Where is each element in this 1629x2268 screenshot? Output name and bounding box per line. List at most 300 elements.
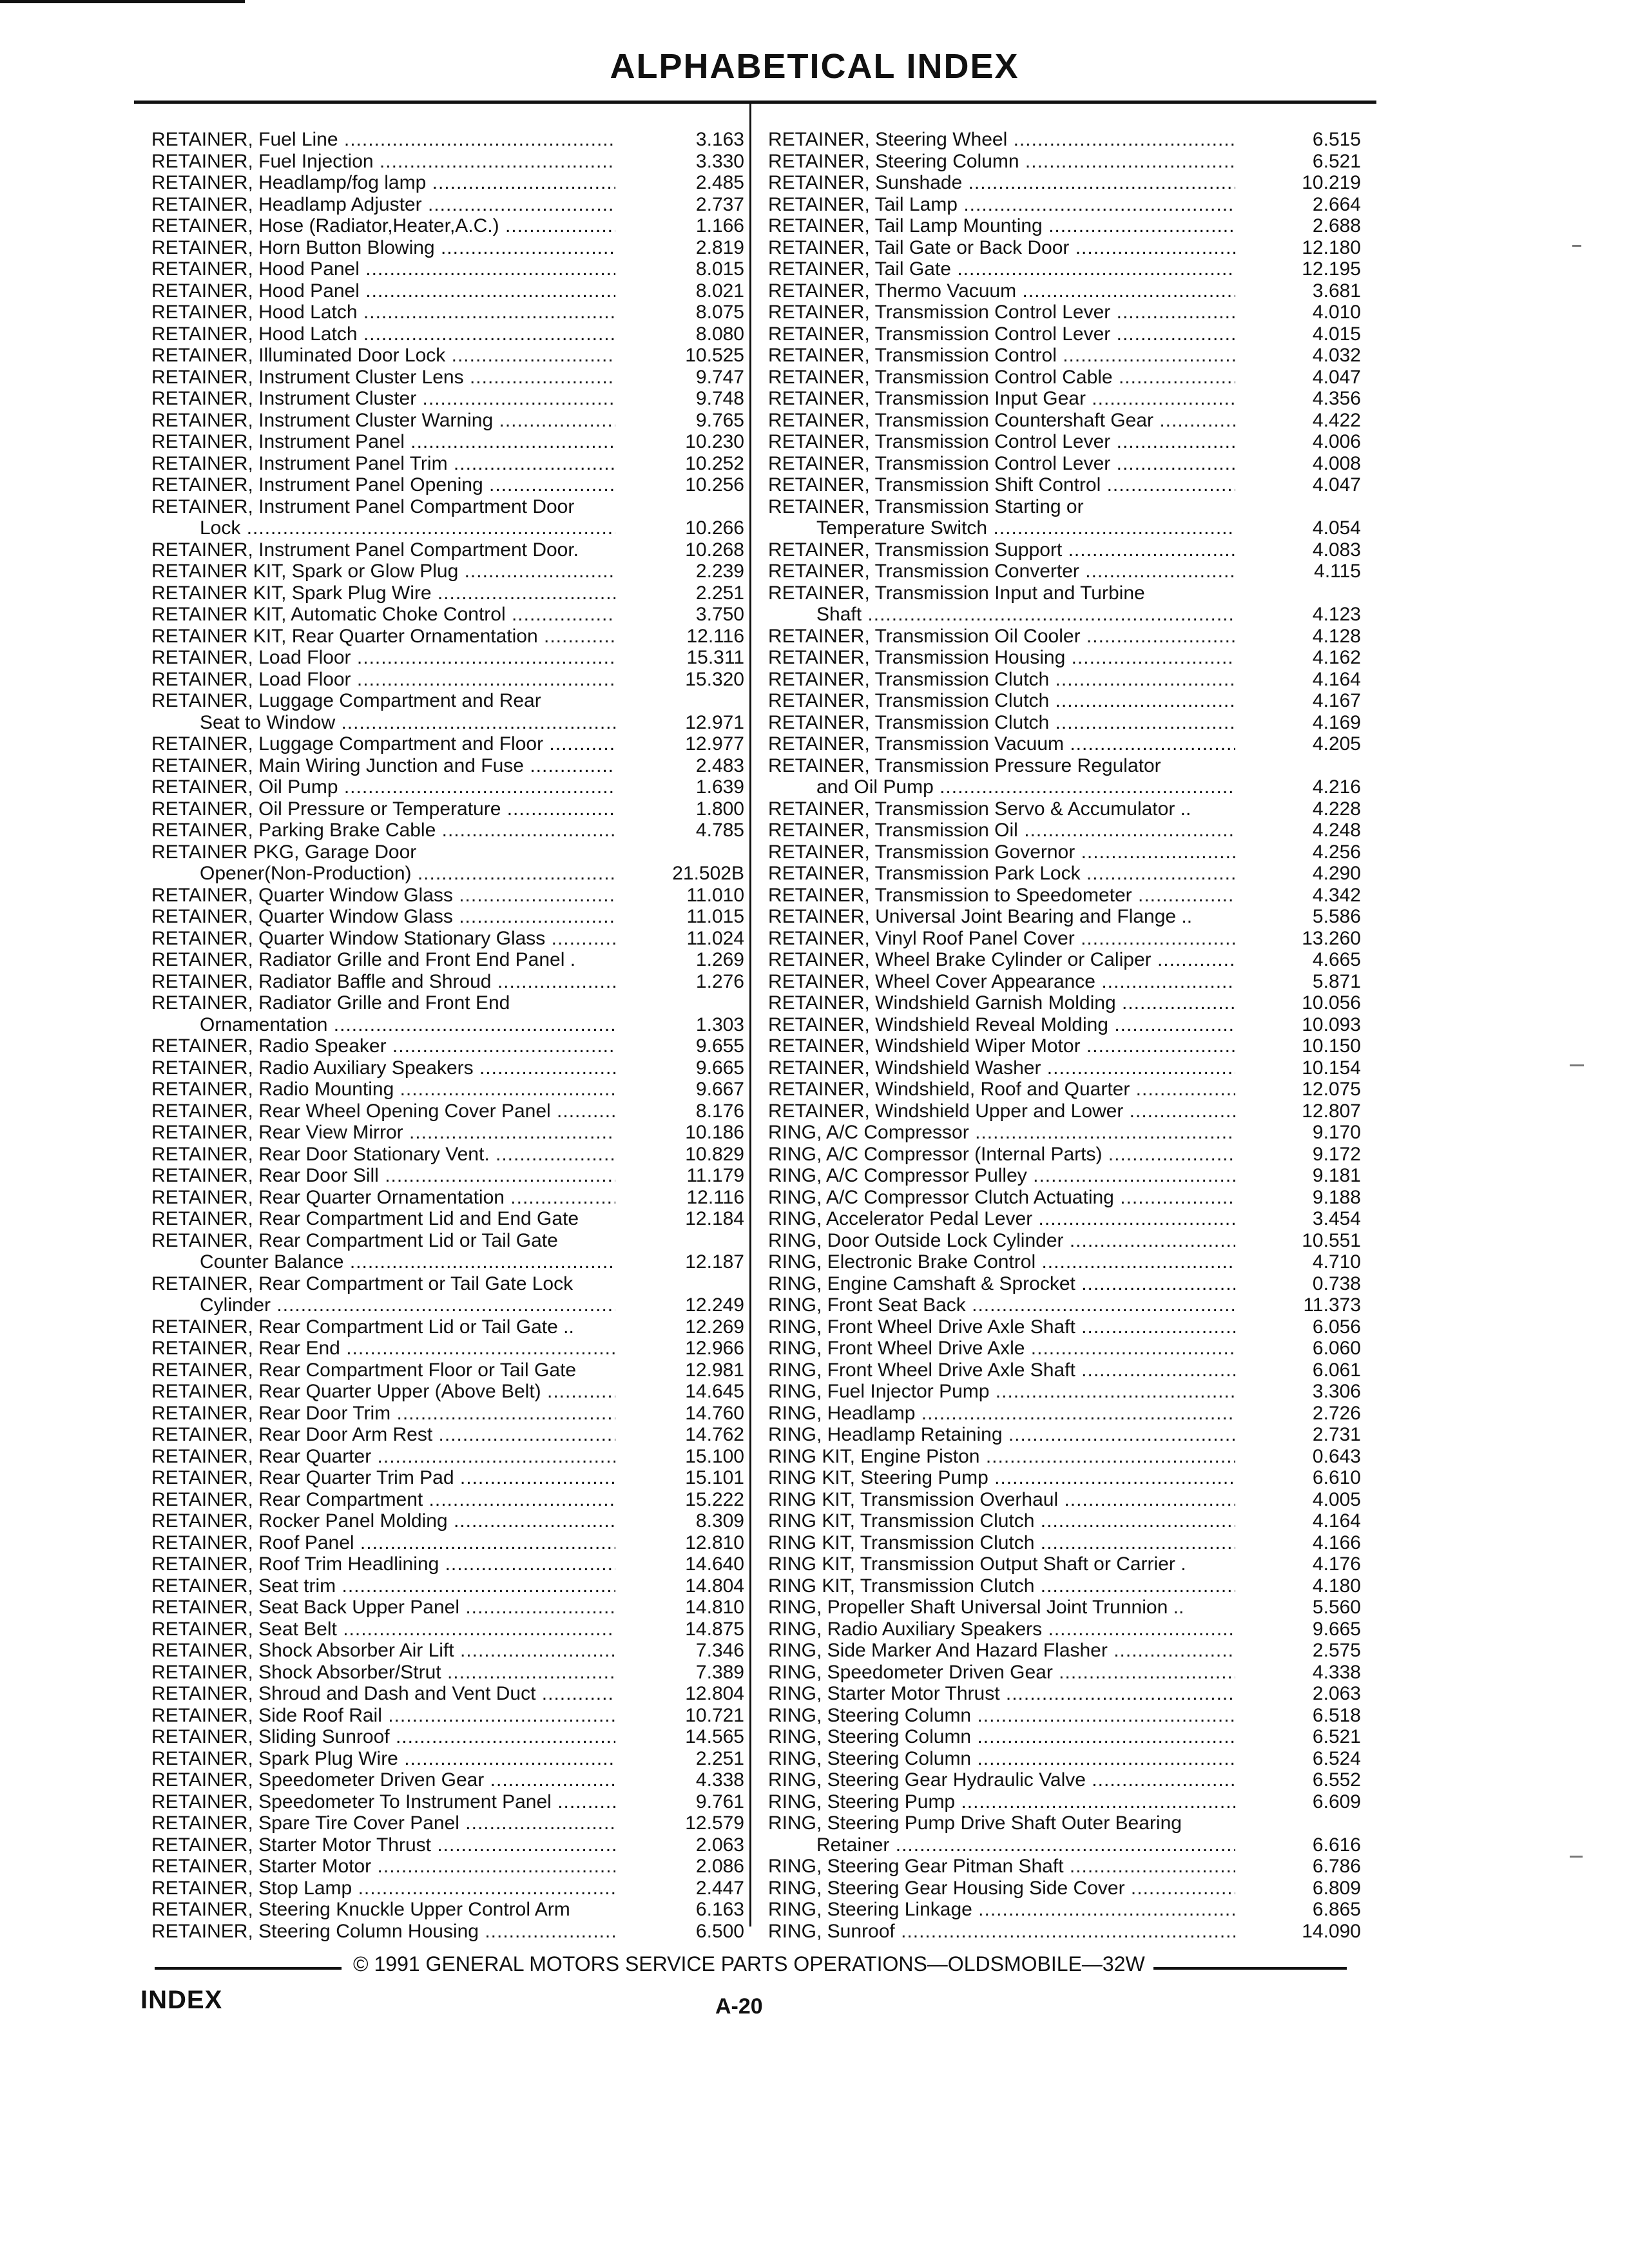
index-entry-page: 4.338	[1312, 1661, 1361, 1683]
index-entry	[768, 1769, 1361, 1791]
index-entry	[151, 194, 744, 216]
index-entry-text: RETAINER, Transmission Support .....	[768, 539, 1235, 561]
index-entry-page: 9.761	[695, 1791, 744, 1812]
index-entry-text: RING, Engine Camshaft & Sprocket .....	[768, 1273, 1235, 1295]
index-entry	[151, 1769, 744, 1791]
index-entry	[768, 172, 1361, 194]
index-entry-page: 2.063	[695, 1834, 744, 1856]
index-entry	[768, 453, 1361, 475]
index-entry-page: 1.303	[695, 1014, 744, 1035]
index-entry-page: 14.090	[1302, 1920, 1361, 1942]
index-entry-text: RETAINER, Rear Quarter Trim Pad .....	[151, 1467, 615, 1489]
index-entry	[151, 755, 744, 777]
index-entry-text: RETAINER, Oil Pressure or Temperature .....	[151, 798, 615, 820]
index-entry-page: 0.738	[1312, 1273, 1361, 1294]
index-entry-page: 12.249	[685, 1294, 744, 1316]
index-entry-page: 2.664	[1312, 193, 1361, 215]
index-entry	[151, 237, 744, 259]
index-entry	[151, 151, 744, 173]
index-entry-page: 14.565	[685, 1726, 744, 1747]
index-entry-page: 8.015	[695, 258, 744, 280]
index-entry	[151, 1251, 744, 1273]
scan-mark	[1572, 245, 1581, 247]
index-entry	[768, 776, 1361, 798]
index-entry	[768, 1878, 1361, 1899]
index-entry-text: RETAINER, Shroud and Dash and Vent Duct .....	[151, 1683, 615, 1705]
index-entry-text: RETAINER, Transmission Converter .....	[768, 561, 1235, 582]
index-entry-page: 4.422	[1312, 409, 1361, 431]
index-entry-page: 13.260	[1302, 927, 1361, 949]
index-entry-page: 4.290	[1312, 863, 1361, 884]
index-entry-text: RING, A/C Compressor .....	[768, 1122, 1235, 1144]
index-entry-text: RING KIT, Transmission Output Shaft or Carrier .	[768, 1553, 1186, 1575]
index-entry-text: RING, Steering Gear Pitman Shaft .....	[768, 1856, 1235, 1878]
index-entry	[151, 410, 744, 432]
index-entry-text: RETAINER, Windshield Wiper Motor .....	[768, 1035, 1235, 1057]
index-entry-text: RETAINER, Roof Panel .....	[151, 1532, 615, 1554]
index-entry-text: RETAINER, Instrument Cluster .....	[151, 388, 615, 410]
index-entry-page: 9.747	[695, 366, 744, 388]
index-entry	[151, 215, 744, 237]
index-entry	[151, 323, 744, 345]
index-entry	[768, 1446, 1361, 1468]
index-entry-page: 6.060	[1312, 1338, 1361, 1359]
index-entry-text: Cylinder .....	[151, 1294, 615, 1316]
index-entry-page: 2.086	[695, 1856, 744, 1877]
index-entry-text: RING, Side Marker And Hazard Flasher .....	[768, 1640, 1235, 1662]
index-entry	[768, 302, 1361, 323]
index-entry-page: 4.167	[1312, 690, 1361, 711]
index-entry-page: 6.865	[1312, 1899, 1361, 1920]
index-entry-text: RETAINER, Thermo Vacuum .....	[768, 280, 1235, 302]
index-entry	[768, 928, 1361, 950]
index-entry-text: RETAINER, Oil Pump .....	[151, 776, 615, 798]
index-entry-text: RETAINER, Instrument Cluster Warning .....	[151, 410, 615, 432]
index-entry-page: 12.971	[685, 711, 744, 733]
index-entry	[151, 1424, 744, 1446]
index-entry-page: 10.829	[685, 1143, 744, 1165]
index-entry-page: 15.222	[685, 1488, 744, 1510]
index-entry	[768, 1122, 1361, 1144]
index-entry-page: 12.180	[1302, 236, 1361, 258]
index-entry-page: 1.800	[695, 798, 744, 820]
index-entry-text: RETAINER, Instrument Panel .....	[151, 431, 615, 453]
index-entry	[768, 798, 1361, 820]
index-entry-page: 10.268	[685, 539, 744, 561]
index-entry-text: RING KIT, Steering Pump .....	[768, 1467, 1235, 1489]
footer-copyright: © 1991 GENERAL MOTORS SERVICE PARTS OPERATIONS—OLDSMOBILE—32W	[353, 1952, 1145, 1975]
index-entry	[151, 604, 744, 626]
index-entry-page: 8.075	[695, 302, 744, 323]
index-entry-page: 10.252	[685, 452, 744, 474]
index-entry-page: 9.655	[695, 1035, 744, 1057]
index-entry-page: 6.518	[1312, 1704, 1361, 1726]
index-entry	[151, 647, 744, 669]
index-entry-page: 4.054	[1312, 517, 1361, 539]
index-entry-page: 2.575	[1312, 1640, 1361, 1661]
index-entry	[768, 647, 1361, 669]
index-entry	[768, 949, 1361, 971]
index-entry-page: 15.101	[685, 1467, 744, 1488]
index-entry	[151, 992, 744, 1014]
index-entry-page: 14.810	[685, 1597, 744, 1618]
index-entry-text: RETAINER, Windshield Upper and Lower .....	[768, 1100, 1235, 1122]
index-entry-page: 8.176	[695, 1100, 744, 1122]
index-entry-page: 2.483	[695, 754, 744, 776]
index-entry-text: RETAINER KIT, Rear Quarter Ornamentation .....	[151, 626, 615, 648]
index-entry-text: RETAINER, Universal Joint Bearing and Flange ..	[768, 906, 1193, 927]
index-entry	[768, 1360, 1361, 1381]
index-entry-page: 4.015	[1312, 323, 1361, 345]
index-entry-page: 11.024	[686, 927, 744, 949]
index-entry-text: RETAINER, Radiator Grille and Front End	[151, 992, 510, 1014]
index-entry-page: 12.810	[685, 1532, 744, 1553]
index-entry-page: 0.643	[1312, 1445, 1361, 1467]
index-entry	[151, 733, 744, 755]
index-entry-page: 6.500	[695, 1920, 744, 1942]
index-entry-page: 4.008	[1312, 452, 1361, 474]
index-entry-text: RETAINER, Steering Column .....	[768, 151, 1235, 173]
index-entry	[768, 820, 1361, 841]
index-entry-text: RETAINER, Radio Speaker .....	[151, 1035, 615, 1057]
index-entry	[768, 1619, 1361, 1640]
index-column-right	[768, 129, 1361, 1942]
index-entry-text: RING KIT, Engine Piston .....	[768, 1446, 1235, 1468]
index-entry-text: RETAINER, Side Roof Rail .....	[151, 1705, 615, 1727]
index-entry	[151, 1878, 744, 1899]
index-entry-text: RETAINER, Rear Compartment Lid or Tail Gate	[151, 1229, 558, 1251]
index-entry	[151, 1597, 744, 1619]
index-entry-text: RETAINER, Rear Compartment Lid and End Gate	[151, 1208, 579, 1229]
index-entry-text: RING, A/C Compressor (Internal Parts) .....	[768, 1144, 1235, 1166]
index-entry-page: 14.804	[685, 1575, 744, 1597]
index-entry-text: RETAINER, Sunshade .....	[768, 172, 1235, 194]
index-entry-text: RETAINER, Tail Lamp .....	[768, 194, 1235, 216]
index-entry-text: RETAINER, Vinyl Roof Panel Cover .....	[768, 928, 1235, 950]
index-entry	[151, 928, 744, 950]
index-entry-text: RETAINER, Radiator Baffle and Shroud .....	[151, 971, 615, 993]
index-entry-page: 9.665	[1312, 1618, 1361, 1640]
index-entry	[768, 1553, 1361, 1575]
column-divider	[749, 103, 751, 1927]
index-entry-text: Temperature Switch .....	[768, 517, 1235, 539]
index-entry-page: 6.610	[1312, 1467, 1361, 1488]
index-entry	[768, 1187, 1361, 1209]
index-entry-text: RETAINER, Transmission Control Lever .....	[768, 302, 1235, 323]
scan-mark	[1570, 1856, 1583, 1858]
index-entry-text: Opener(Non-Production) .....	[151, 863, 615, 885]
index-entry-page: 14.875	[685, 1618, 744, 1640]
index-entry-text: RETAINER, Steering Column Housing .....	[151, 1921, 615, 1943]
index-entry	[768, 280, 1361, 302]
index-entry-text: RETAINER, Transmission Oil .....	[768, 820, 1235, 841]
index-entry-page: 4.128	[1312, 625, 1361, 647]
index-entry	[151, 129, 744, 151]
index-entry-page: 6.524	[1312, 1747, 1361, 1769]
index-entry-page: 12.977	[685, 733, 744, 754]
index-entry	[151, 496, 744, 518]
index-entry-page: 4.665	[1312, 949, 1361, 970]
index-entry	[151, 1446, 744, 1468]
index-entry-page: 4.256	[1312, 841, 1361, 863]
index-entry	[151, 1144, 744, 1166]
index-entry	[768, 1921, 1361, 1943]
index-entry-page: 4.047	[1312, 474, 1361, 495]
index-entry	[151, 1553, 744, 1575]
index-entry	[768, 1705, 1361, 1727]
index-entry-page: 3.306	[1312, 1381, 1361, 1402]
index-entry-page: 9.765	[695, 409, 744, 431]
index-entry-text: RING, Steering Column .....	[768, 1705, 1235, 1727]
index-entry-page: 1.276	[695, 970, 744, 992]
index-entry-page: 4.162	[1312, 647, 1361, 668]
index-entry	[151, 1122, 744, 1144]
index-entry	[768, 712, 1361, 734]
index-entry-text: RETAINER, Wheel Cover Appearance .....	[768, 971, 1235, 993]
index-entry-page: 21.502B	[672, 863, 744, 884]
index-entry-page: 12.075	[1302, 1079, 1361, 1100]
index-entry-page: 12.579	[685, 1812, 744, 1834]
index-entry-page: 6.609	[1312, 1791, 1361, 1812]
index-entry-text: RING, Front Wheel Drive Axle .....	[768, 1338, 1235, 1360]
index-entry	[151, 1360, 744, 1381]
index-entry-text: RETAINER, Windshield Garnish Molding .....	[768, 992, 1235, 1014]
index-entry	[768, 194, 1361, 216]
index-entry-text: RETAINER, Rear Quarter Upper (Above Belt) .....	[151, 1381, 615, 1403]
index-entry	[151, 367, 744, 389]
index-entry-page: 2.447	[695, 1877, 744, 1899]
index-entry-text: RETAINER, Transmission Input Gear .....	[768, 388, 1235, 410]
index-entry-page: 4.164	[1312, 1510, 1361, 1532]
index-entry	[151, 258, 744, 280]
index-entry-page: 12.981	[685, 1359, 744, 1381]
index-entry-page: 5.871	[1312, 970, 1361, 992]
index-entry-page: 10.219	[1302, 172, 1361, 193]
index-entry	[151, 1187, 744, 1209]
index-entry-page: 2.731	[1312, 1424, 1361, 1445]
index-entry-text: RETAINER, Wheel Brake Cylinder or Caliper .....	[768, 949, 1235, 971]
index-entry-text: RETAINER, Transmission Control Lever .....	[768, 323, 1235, 345]
index-entry-page: 15.100	[685, 1445, 744, 1467]
index-entry	[768, 367, 1361, 389]
index-entry-text: RETAINER, Rear Door Stationary Vent. .....	[151, 1144, 615, 1166]
index-entry	[768, 517, 1361, 539]
index-entry	[768, 1662, 1361, 1684]
index-entry	[768, 669, 1361, 691]
index-entry-page: 12.184	[685, 1208, 744, 1229]
index-entry-page: 2.063	[1312, 1683, 1361, 1704]
index-entry-page: 4.166	[1312, 1532, 1361, 1553]
index-entry-page: 8.021	[695, 280, 744, 302]
page-title: ALPHABETICAL INDEX	[610, 47, 1019, 86]
index-entry-text: RETAINER, Transmission Park Lock .....	[768, 863, 1235, 885]
index-entry	[151, 1510, 744, 1532]
index-entry-text: RETAINER, Quarter Window Glass .....	[151, 885, 615, 907]
index-entry-text: RETAINER, Steering Wheel .....	[768, 129, 1235, 151]
index-entry-text: Retainer .....	[768, 1834, 1235, 1856]
index-entry-page: 8.309	[695, 1510, 744, 1532]
index-entry	[151, 453, 744, 475]
index-entry-page: 11.015	[686, 906, 744, 927]
index-entry-text: RETAINER, Transmission Countershaft Gear .....	[768, 410, 1235, 432]
index-entry	[768, 626, 1361, 648]
index-entry-text: RETAINER, Rear Compartment .....	[151, 1489, 615, 1511]
index-entry-text: RETAINER, Spare Tire Cover Panel .....	[151, 1812, 615, 1834]
index-entry-page: 6.616	[1312, 1834, 1361, 1856]
index-entry-text: RING, Steering Linkage .....	[768, 1899, 1235, 1921]
index-entry	[151, 712, 744, 734]
index-entry-text: RETAINER KIT, Spark or Glow Plug .....	[151, 561, 615, 582]
index-entry-text: RING, Speedometer Driven Gear .....	[768, 1662, 1235, 1684]
index-entry-page: 4.083	[1312, 539, 1361, 561]
index-entry	[151, 1532, 744, 1554]
index-entry	[151, 1726, 744, 1748]
index-entry	[151, 1834, 744, 1856]
index-entry-page: 5.586	[1312, 906, 1361, 927]
index-entry	[768, 258, 1361, 280]
index-entry-text: RETAINER, Roof Trim Headlining .....	[151, 1553, 615, 1575]
index-entry-page: 12.187	[685, 1251, 744, 1273]
index-entry	[151, 1035, 744, 1057]
index-entry-page: 6.515	[1312, 129, 1361, 150]
index-entry-page: 14.760	[685, 1402, 744, 1424]
index-column-left	[151, 129, 744, 1942]
index-entry-text: RETAINER, Main Wiring Junction and Fuse .....	[151, 755, 615, 777]
index-entry-page: 6.521	[1312, 1726, 1361, 1747]
index-entry-text: RETAINER, Rear Compartment Floor or Tail Gate	[151, 1359, 577, 1381]
index-entry-text: RING, Steering Gear Hydraulic Valve .....	[768, 1769, 1235, 1791]
index-entry-page: 15.320	[685, 668, 744, 690]
index-entry-text: RETAINER, Transmission Starting or	[768, 495, 1084, 517]
index-entry-text: RETAINER, Load Floor .....	[151, 647, 615, 669]
index-entry	[768, 1251, 1361, 1273]
index-entry-text: RETAINER, Speedometer To Instrument Panel .....	[151, 1791, 615, 1813]
index-entry-text: RETAINER, Transmission Clutch .....	[768, 690, 1235, 712]
index-entry	[768, 410, 1361, 432]
index-entry-page: 8.080	[695, 323, 744, 345]
index-entry-page: 10.551	[1302, 1229, 1361, 1251]
index-entry-text: Seat to Window .....	[151, 712, 615, 734]
index-entry-text: RETAINER, Rear Door Sill .....	[151, 1165, 615, 1187]
index-entry	[768, 1144, 1361, 1166]
index-entry	[768, 1403, 1361, 1425]
index-entry-text: RING, Steering Pump .....	[768, 1791, 1235, 1813]
index-entry	[151, 1316, 744, 1338]
index-entry	[768, 755, 1361, 777]
index-entry-text: RETAINER, Rear Door Trim .....	[151, 1403, 615, 1425]
index-entry	[768, 1014, 1361, 1036]
index-entry	[151, 1619, 744, 1640]
index-entry	[151, 280, 744, 302]
index-entry-text: RETAINER, Windshield, Roof and Quarter .....	[768, 1079, 1235, 1100]
index-entry-text: RING, Radio Auxiliary Speakers .....	[768, 1619, 1235, 1640]
index-entry-text: RETAINER, Luggage Compartment and Rear	[151, 690, 541, 711]
index-entry-page: 14.645	[685, 1381, 744, 1402]
index-entry	[151, 906, 744, 928]
index-entry-page: 15.311	[686, 647, 744, 668]
top-edge-rule	[0, 0, 245, 3]
index-entry	[151, 1791, 744, 1813]
index-entry-page: 3.163	[695, 129, 744, 150]
index-entry	[768, 1424, 1361, 1446]
index-entry-page: 9.748	[695, 388, 744, 409]
index-entry-text: RING, Accelerator Pedal Lever .....	[768, 1208, 1235, 1230]
index-entry	[151, 1294, 744, 1316]
index-entry-text: and Oil Pump .....	[768, 776, 1235, 798]
index-entry	[768, 345, 1361, 367]
index-entry-page: 3.330	[695, 150, 744, 172]
index-entry	[768, 561, 1361, 582]
index-entry-text: RETAINER, Transmission Control .....	[768, 345, 1235, 367]
index-entry-page: 10.154	[1302, 1057, 1361, 1079]
index-entry	[768, 237, 1361, 259]
scan-mark	[1570, 1064, 1584, 1066]
index-entry	[151, 1338, 744, 1360]
index-entry-text: RETAINER, Rear Quarter Ornamentation .....	[151, 1187, 615, 1209]
index-entry	[768, 1338, 1361, 1360]
index-entry-text: RETAINER, Seat Back Upper Panel .....	[151, 1597, 615, 1619]
index-entry-text: RETAINER, Transmission Control Cable .....	[768, 367, 1235, 389]
index-entry	[151, 949, 744, 971]
index-entry-page: 4.010	[1312, 302, 1361, 323]
index-entry-text: RETAINER, Hood Panel .....	[151, 258, 615, 280]
index-entry-text: RETAINER, Transmission Control Lever .....	[768, 431, 1235, 453]
index-entry	[768, 496, 1361, 518]
index-entry-page: 10.093	[1302, 1014, 1361, 1035]
index-entry-page: 6.163	[695, 1899, 744, 1920]
index-entry	[768, 1079, 1361, 1100]
index-entry	[768, 690, 1361, 712]
index-entry-text: RETAINER, Starter Motor Thrust .....	[151, 1834, 615, 1856]
index-entry-text: RETAINER, Instrument Cluster Lens .....	[151, 367, 615, 389]
index-entry	[151, 1856, 744, 1878]
index-entry-page: 2.251	[695, 582, 744, 604]
index-entry-page: 2.737	[695, 193, 744, 215]
index-entry	[768, 971, 1361, 993]
index-entry-page: 5.560	[1312, 1597, 1361, 1618]
index-entry-text: RETAINER, Horn Button Blowing .....	[151, 237, 615, 259]
index-entry	[151, 1100, 744, 1122]
index-entry-text: RETAINER, Rear Door Arm Rest .....	[151, 1424, 615, 1446]
index-entry	[768, 992, 1361, 1014]
index-entry-text: RETAINER, Tail Gate or Back Door .....	[768, 237, 1235, 259]
index-entry-text: RETAINER, Shock Absorber Air Lift .....	[151, 1640, 615, 1662]
index-entry-text: RETAINER, Shock Absorber/Strut .....	[151, 1662, 615, 1684]
index-entry	[151, 1273, 744, 1295]
index-entry	[768, 151, 1361, 173]
index-entry	[768, 1510, 1361, 1532]
index-entry-page: 1.269	[695, 949, 744, 970]
index-entry	[768, 215, 1361, 237]
index-entry-page: 3.454	[1312, 1208, 1361, 1229]
index-entry-page: 12.116	[686, 625, 744, 647]
index-entry-page: 4.123	[1312, 604, 1361, 625]
index-entry-text: RETAINER, Quarter Window Glass .....	[151, 906, 615, 928]
index-entry-text: RETAINER, Transmission Control Lever .....	[768, 453, 1235, 475]
index-entry-page: 12.195	[1302, 258, 1361, 280]
index-entry-page: 4.710	[1312, 1251, 1361, 1273]
index-entry-text: RETAINER, Transmission Shift Control .....	[768, 474, 1235, 496]
index-entry-page: 2.239	[695, 561, 744, 582]
index-entry-text: RETAINER, Hose (Radiator,Heater,A.C.) .....	[151, 215, 615, 237]
index-entry	[768, 1165, 1361, 1187]
index-entry-text: RETAINER, Rear Compartment or Tail Gate Lock	[151, 1273, 574, 1294]
index-entry	[768, 1791, 1361, 1813]
index-entry	[151, 539, 744, 561]
index-entry-text: RETAINER, Radio Mounting .....	[151, 1079, 615, 1100]
index-entry-text: RETAINER, Transmission Housing .....	[768, 647, 1235, 669]
index-entry-text: RING, Front Wheel Drive Axle Shaft .....	[768, 1316, 1235, 1338]
